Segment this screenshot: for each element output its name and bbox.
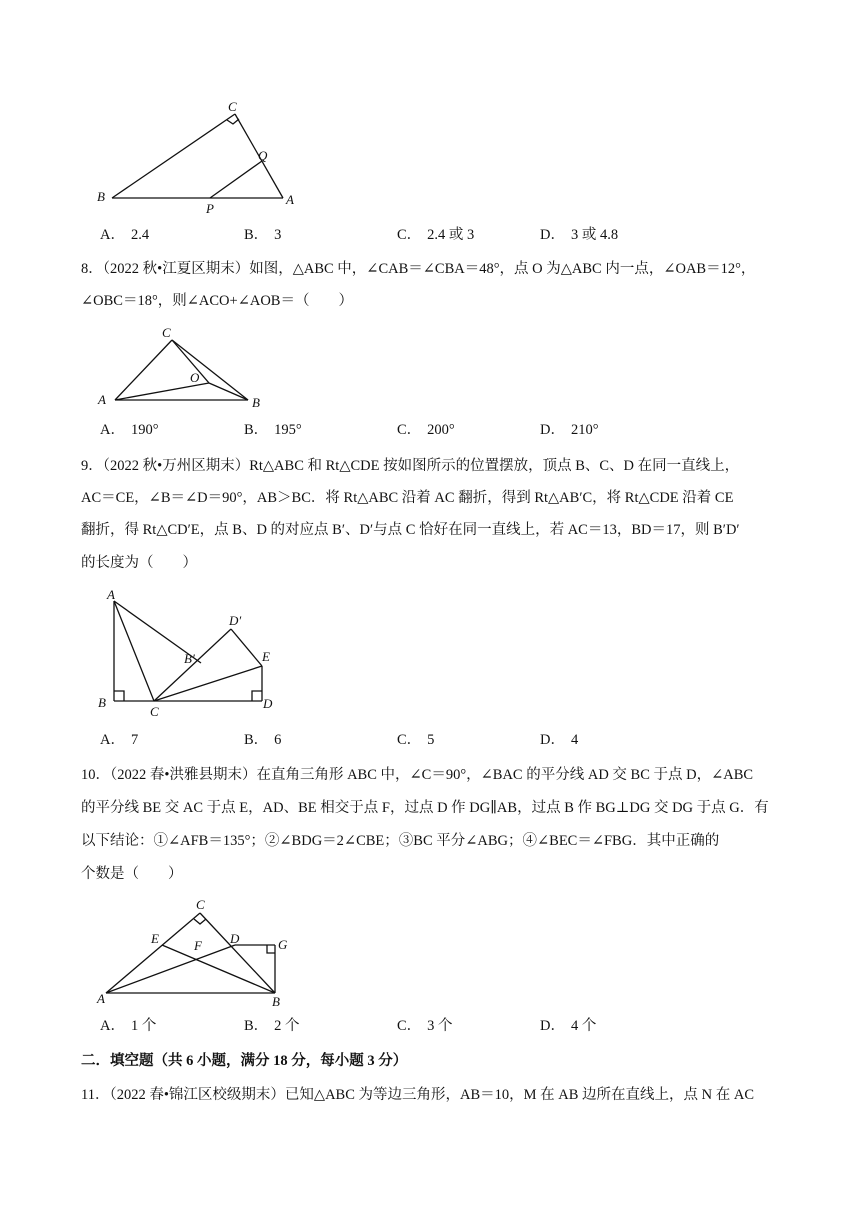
q9-figure <box>90 585 290 720</box>
q7-option-a: A． 2.4 <box>100 227 150 243</box>
q10-option-c: C． 3 个 <box>397 1018 453 1034</box>
q8-text-line1: 8．（2022 秋•江夏区期末）如图，△ABC 中，∠CAB＝∠CBA＝48°，点 O 为△ABC 内一点，∠OAB＝12°， <box>81 261 756 277</box>
q8-figure <box>90 322 280 417</box>
q9-text-line1: 9．（2022 秋•万州区期末）Rt△ABC 和 Rt△CDE 按如图所示的位置摆放，顶点 B、C、D 在同一直线上， <box>81 458 740 474</box>
q8-label-A: A <box>98 392 106 407</box>
q9-label-D: D <box>263 696 273 711</box>
q7-label-P: P <box>206 201 214 216</box>
q10-text-line4: 个数是（ ） <box>81 866 183 882</box>
q9-text-line2: AC＝CE，∠B＝∠D＝90°，AB＞BC．将 Rt△ABC 沿着 AC 翻折，得到 Rt△AB′C，将 Rt△CDE 沿着 CE <box>81 490 734 506</box>
q7-option-d: D． 3 或 4.8 <box>540 227 619 243</box>
q10-figure <box>90 893 300 1018</box>
q10-label-C: C <box>196 897 205 912</box>
q8-option-a: A． 190° <box>100 422 159 438</box>
q9-option-d: D． 4 <box>540 732 579 748</box>
q8-label-C: C <box>162 325 171 340</box>
q7-label-C: C <box>228 99 237 114</box>
q10-text-line1: 10．（2022 春•洪雅县期末）在直角三角形 ABC 中，∠C＝90°，∠BAC 的平分线 AD 交 BC 于点 D，∠ABC <box>81 767 754 783</box>
q9-option-b: B． 6 <box>244 732 282 748</box>
q9-label-E: E <box>262 649 270 664</box>
q9-label-C: C <box>150 704 159 719</box>
q10-option-a: A． 1 个 <box>100 1018 157 1034</box>
q10-option-b: B． 2 个 <box>244 1018 300 1034</box>
q10-text-line2: 的平分线 BE 交 AC 于点 E，AD、BE 相交于点 F，过点 D 作 DG∥AB，过点 B 作 BG⊥DG 交 DG 于点 G．有 <box>81 800 769 816</box>
q10-text-line3: 以下结论：①∠AFB＝135°；②∠BDG＝2∠CBE；③BC 平分∠ABG；④∠BEC＝∠FBG．其中正确的 <box>81 833 720 849</box>
q7-option-b: B． 3 <box>244 227 282 243</box>
q10-label-F: F <box>194 938 202 953</box>
q10-option-d: D． 4 个 <box>540 1018 597 1034</box>
q9-option-c: C． 5 <box>397 732 435 748</box>
q10-label-E: E <box>151 931 159 946</box>
q10-label-A: A <box>97 991 105 1006</box>
q9-label-B: B <box>98 695 106 710</box>
q7-label-A: A <box>286 192 294 207</box>
q9-label-Bp: B′ <box>184 651 195 666</box>
q9-option-a: A． 7 <box>100 732 139 748</box>
q9-text-line4: 的长度为（ ） <box>81 555 197 571</box>
q8-option-c: C． 200° <box>397 422 455 438</box>
q11-text-line1: 11．（2022 春•锦江区校级期末）已知△ABC 为等边三角形，AB＝10，M 在 AB 边所在直线上，点 N 在 AC <box>81 1087 755 1103</box>
q8-text-line2: ∠OBC＝18°，则∠ACO+∠AOB＝（ ） <box>81 293 353 309</box>
q9-label-A: A <box>107 587 115 602</box>
q8-label-B: B <box>252 395 260 410</box>
q10-label-B: B <box>272 994 280 1009</box>
q7-figure <box>90 98 310 223</box>
q8-option-d: D． 210° <box>540 422 599 438</box>
q9-label-Dp: D′ <box>229 613 242 628</box>
q10-label-D: D <box>230 931 240 946</box>
q10-label-G: G <box>278 937 288 952</box>
q8-option-b: B． 195° <box>244 422 302 438</box>
q7-label-B: B <box>97 189 105 204</box>
q7-option-c: C． 2.4 或 3 <box>397 227 475 243</box>
q9-text-line3: 翻折，得 Rt△CD′E，点 B、D 的对应点 B′、D′与点 C 恰好在同一直线上，若 AC＝13，BD＝17，则 B′D′ <box>81 522 740 538</box>
q8-label-O: O <box>190 370 200 385</box>
q7-label-Q: Q <box>258 148 268 163</box>
section-heading-fill-in: 二．填空题（共 6 小题，满分 18 分，每小题 3 分） <box>81 1053 408 1069</box>
